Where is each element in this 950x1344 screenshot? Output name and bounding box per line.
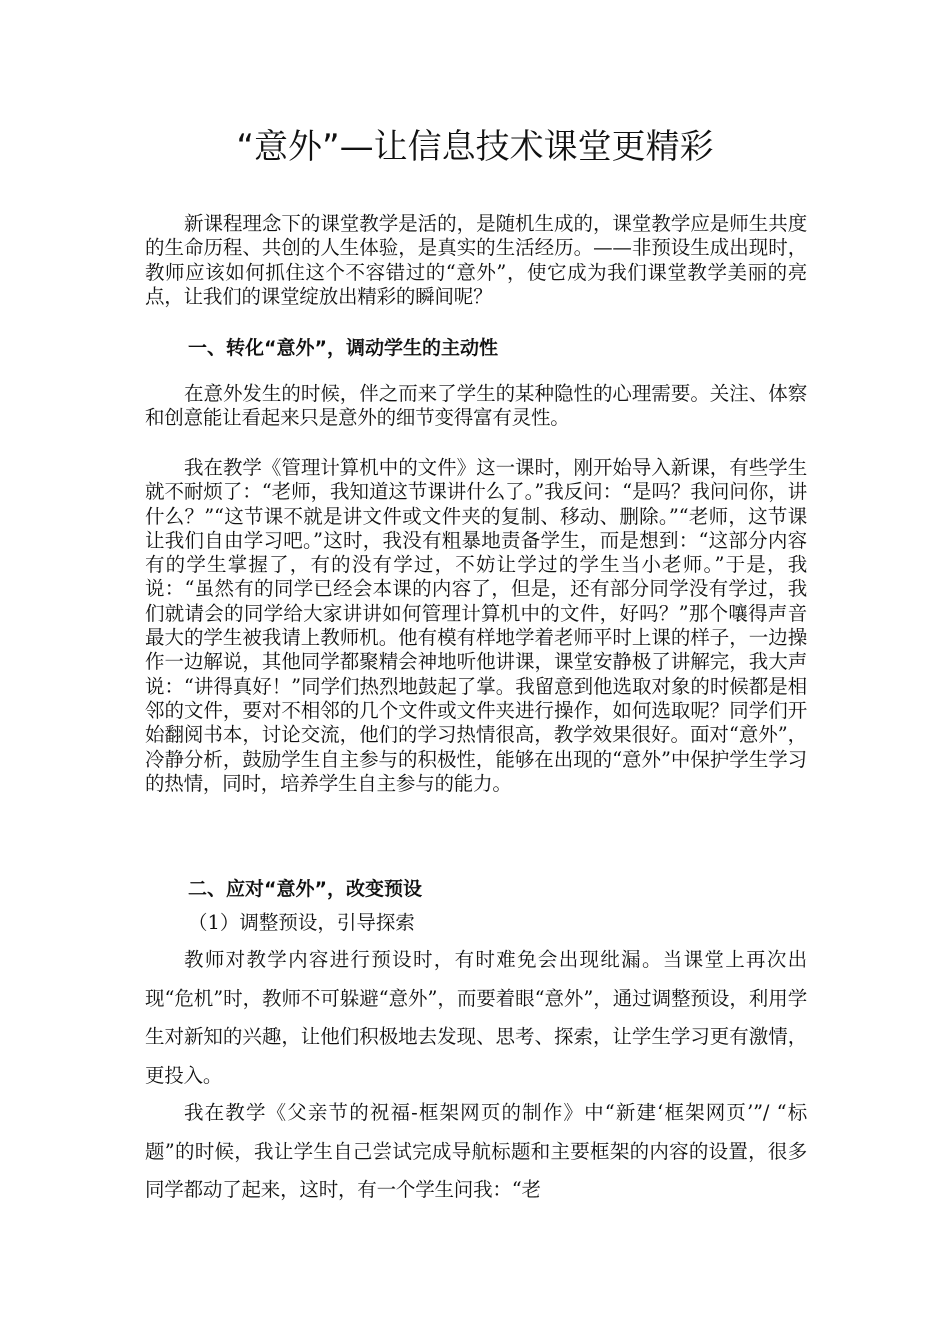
intro-paragraph: 新课程理念下的课堂教学是活的，是随机生成的，课堂教学应是师生共度的生命历程、共创的人生体验，是真实的生活经历。——非预设生成出现时，教师应该如何抓住这个不容错过的“意外”，使它成为我们课堂教学美丽的亮点，让我们的课堂绽放出精彩的瞬间呢？: [145, 212, 807, 308]
section-2-subheading: （1）调整预设，引导探索: [188, 911, 415, 934]
section-1-heading: 一、转化“意外”，调动学生的主动性: [188, 337, 498, 359]
section-2-heading: 二、应对“意外”，改变预设: [188, 878, 422, 900]
section-1-paragraph-1: 在意外发生的时候，伴之而来了学生的某种隐性的心理需要。关注、体察和创意能让看起来只是意外的细节变得富有灵性。: [145, 382, 807, 430]
document-title: “意外”—让信息技术课堂更精彩: [236, 127, 714, 167]
section-2-paragraph-1: 教师对教学内容进行预设时，有时难免会出现纰漏。当课堂上再次出现“危机”时，教师不可躲避“意外”，而要着眼“意外”，通过调整预设，利用学生对新知的兴趣，让他们积极地去发现、思考、探索，让学生学习更有激情，更投入。: [145, 948, 807, 1087]
section-2-paragraph-2: 我在教学《父亲节的祝福-框架网页的制作》中“新建‘框架网页’”/ “标题”的时候，我让学生自己尝试完成导航标题和主要框架的内容的设置，很多同学都动了起来，这时，有一个学生问我：“老: [145, 1101, 807, 1201]
section-1-paragraph-2: 我在教学《管理计算机中的文件》这一课时，刚开始导入新课，有些学生就不耐烦了：“老师，我知道这节课讲什么了。”我反问：“是吗？我问问你，讲什么？”“这节课不就是讲文件或文件夹的复制、移动、删除。”“老师，这节课让我们自由学习吧。”这时，我没有粗暴地责备学生，而是想到：“这部分内容有的学生掌握了，有的没有学过，不妨让学过的学生当小老师。”于是，我说：“虽然有的同学已经会本课的内容了，但是，还有部分同学没有学过，我们就请会的同学给大家讲讲如何管理计算机中的文件，好吗？”那个嚷得声音最大的学生被我请上教师机。他有模有样地学着老师平时上课的样子，一边操作一边解说，其他同学都聚精会神地听他讲课，课堂安静极了讲解完，我大声说：“讲得真好！”同学们热烈地鼓起了掌。我留意到他选取对象的时候都是相邻的文件，要对不相邻的几个文件或文件夹进行操作，如何选取呢？同学们开始翻阅书本，讨论交流，他们的学习热情很高，教学效果很好。面对“意外”，冷静分析，鼓励学生自主参与的积极性，能够在出现的“意外”中保护学生学习的热情，同时，培养学生自主参与的能力。: [145, 456, 807, 795]
